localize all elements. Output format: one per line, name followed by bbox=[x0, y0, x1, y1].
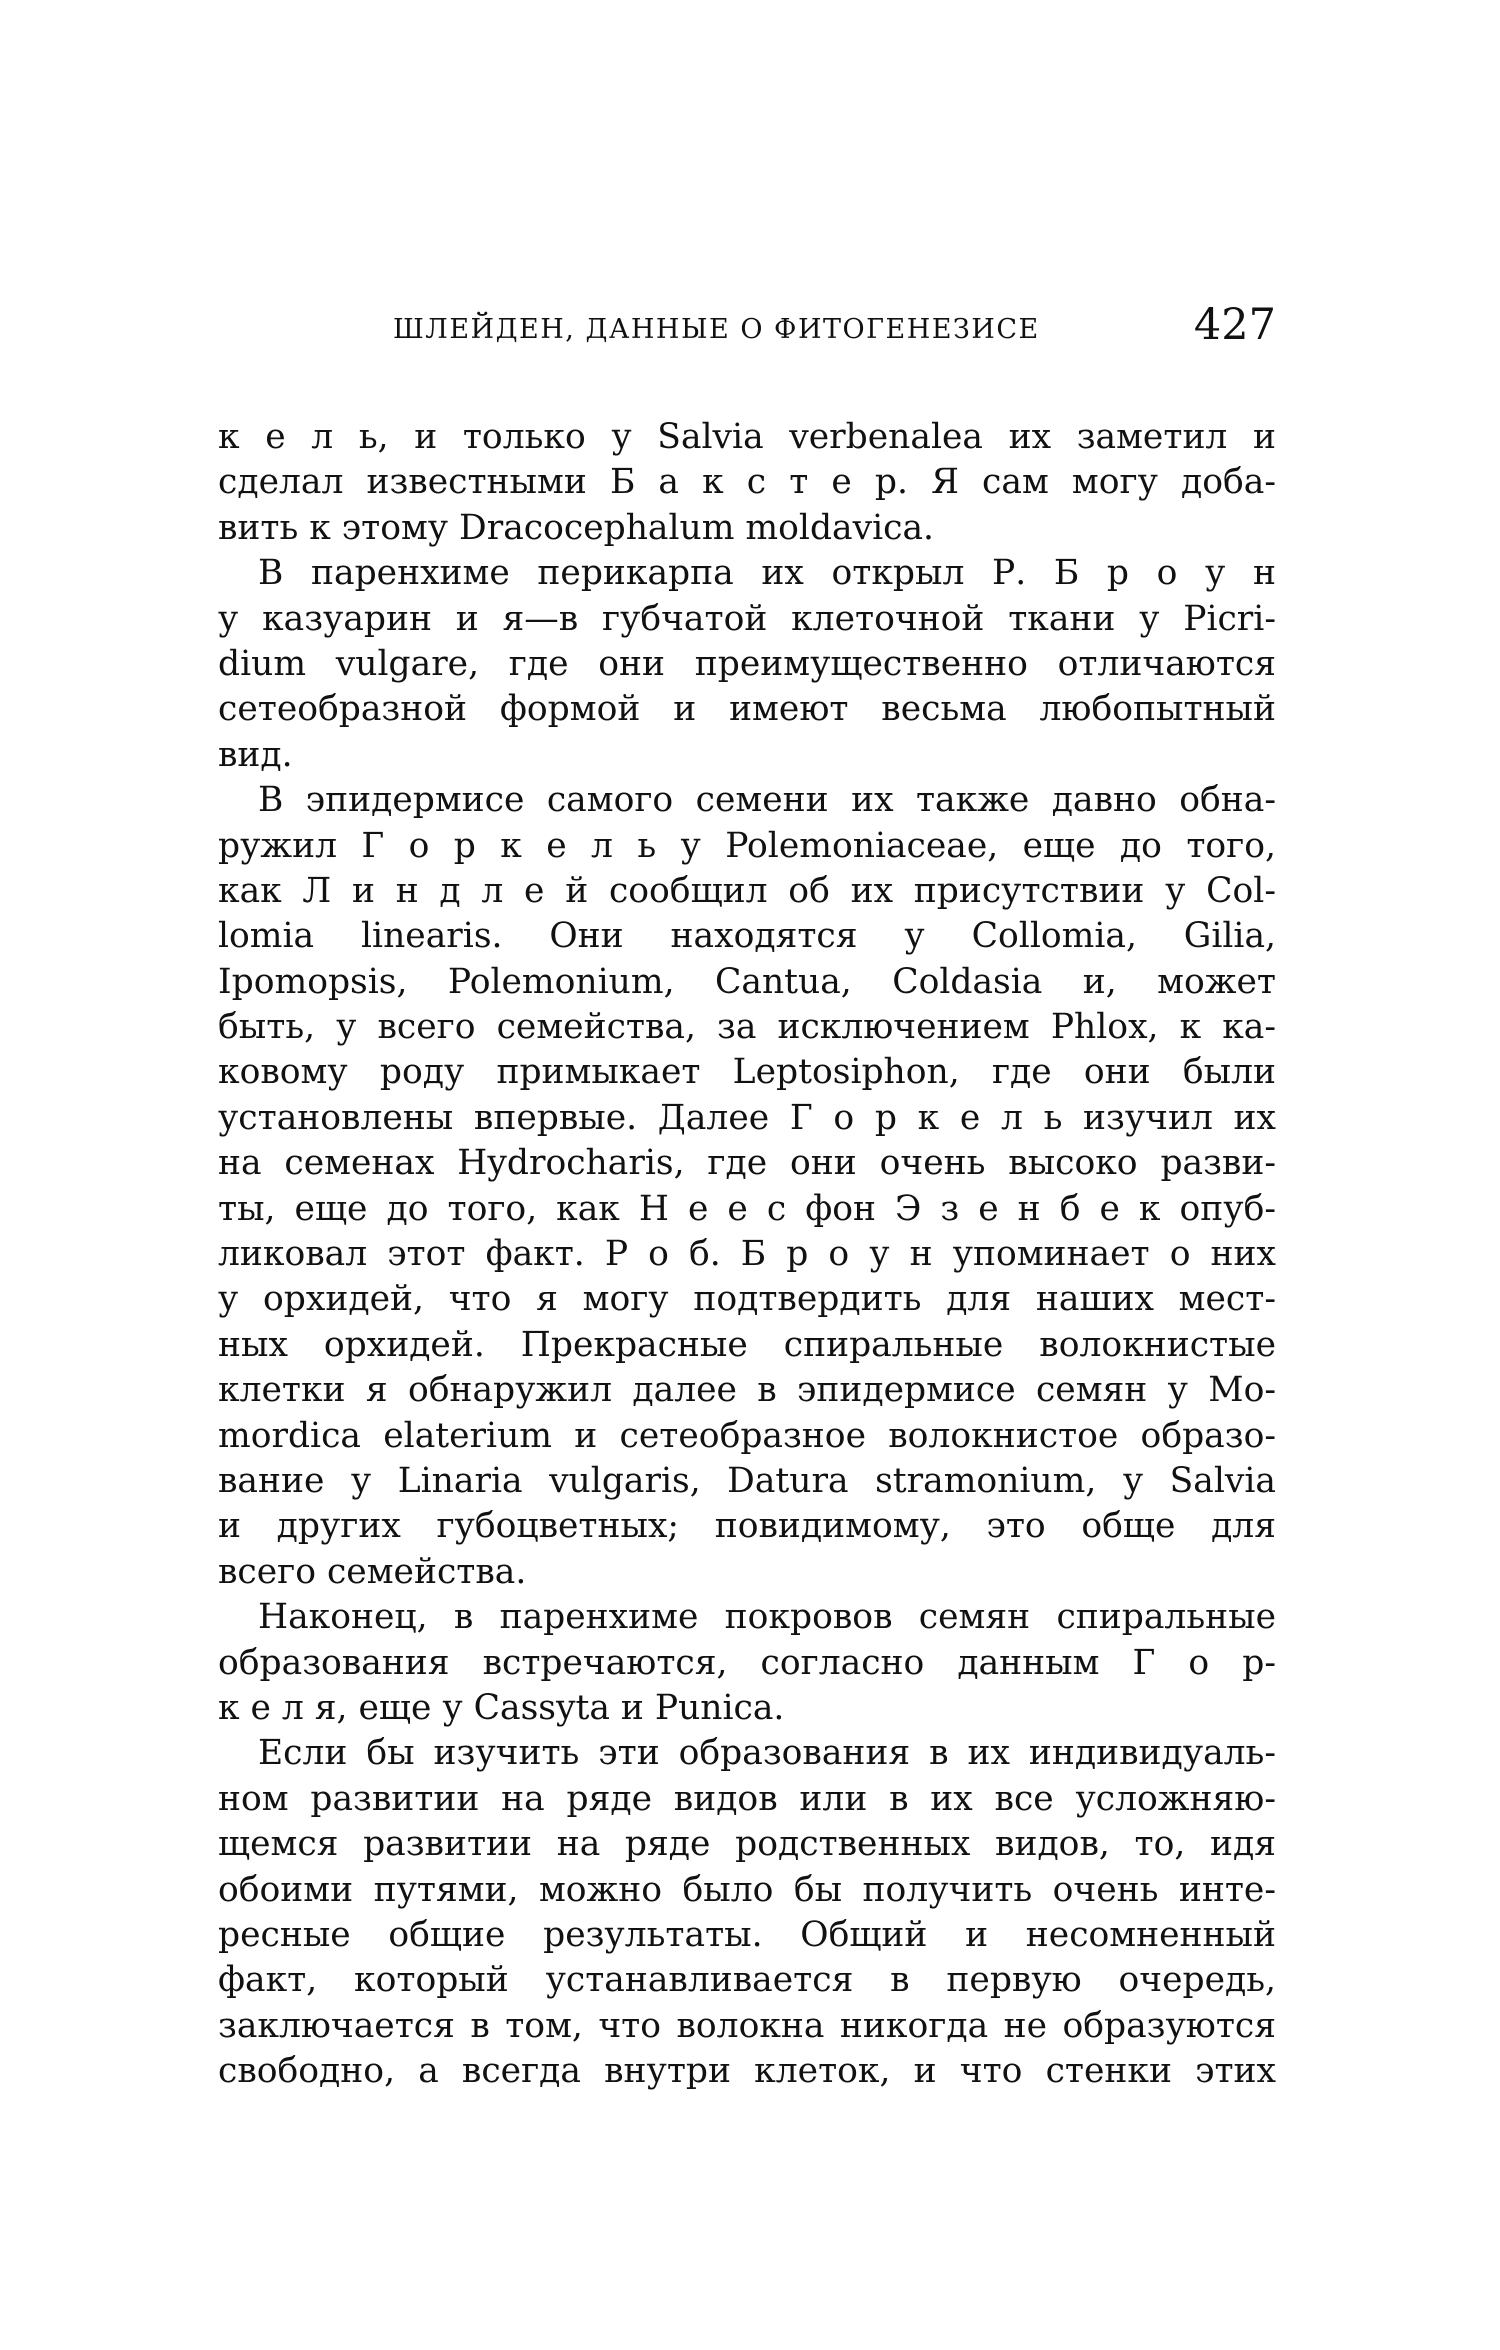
text-line: щемся развитии на ряде родственных видов, то, идя bbox=[218, 1824, 1276, 1865]
text-line: факт, который устанавливается в первую очередь, bbox=[218, 1960, 1276, 2001]
text-line: клетки я обнаружил далее в эпидермисе семян у Мо- bbox=[218, 1370, 1276, 1411]
text-line: к е л ь, и только у Salvia verbenalea их заметил и bbox=[218, 417, 1276, 457]
page-header bbox=[218, 300, 1276, 360]
text-line: сделал известными Б а к с т е р. Я сам могу доба- bbox=[218, 462, 1276, 503]
text-line: вание у Linaria vulgaris, Datura stramonium, у Salvia bbox=[218, 1460, 1276, 1501]
text-line: установлены впервые. Далее Г о р к е л ь изучил их bbox=[218, 1097, 1276, 1138]
text-line: dium vulgare, где они преимущественно отличаются bbox=[218, 643, 1276, 684]
text-line: обоими путями, можно было бы получить очень инте- bbox=[218, 1869, 1276, 1910]
text-line: на семенах Hydrocharis, где они очень высоко разви- bbox=[218, 1143, 1276, 1184]
text-line: сетеобразной формой и имеют весьма любопытный bbox=[218, 689, 1276, 730]
text-line: lomia linearis. Они находятся у Collomia, Gilia, bbox=[218, 916, 1276, 957]
text-line: В эпидермисе самого семени их также давно обна- bbox=[258, 780, 1276, 821]
text-line: ресные общие результаты. Общий и несомненный bbox=[218, 1914, 1276, 1955]
text-line: к е л я, еще у Cassyta и Punica. bbox=[218, 1687, 785, 1728]
text-line: как Л и н д л е й сообщил об их присутствии у Col- bbox=[218, 870, 1276, 911]
text-line: всего семейства. bbox=[218, 1551, 527, 1592]
text-line: Ipomopsis, Polemonium, Cantua, Coldasia и, может bbox=[218, 961, 1276, 1002]
text-line: свободно, а всегда внутри клеток, и что стенки этих bbox=[218, 2051, 1276, 2092]
text-line: ты, еще до того, как Н е е с фон Э з е н б е к опуб- bbox=[218, 1188, 1276, 1229]
text-line: Наконец, в паренхиме покровов семян спиральные bbox=[258, 1597, 1276, 1638]
text-line: ковому роду примыкает Leptosiphon, где они были bbox=[218, 1052, 1276, 1093]
running-title: ШЛЕЙДЕН, ДАННЫЕ О ФИТОГЕНЕЗИСЕ bbox=[393, 314, 1040, 345]
text-line: ных орхидей. Прекрасные спиральные волокнистые bbox=[218, 1324, 1276, 1365]
text-line: В паренхиме перикарпа их открыл Р. Б р о у н bbox=[258, 553, 1276, 594]
text-line: заключается в том, что волокна никогда не образуются bbox=[218, 2005, 1276, 2046]
text-line: ном развитии на ряде видов или в их все усложняю- bbox=[218, 1778, 1276, 1819]
text-line: Если бы изучить эти образования в их индивидуаль- bbox=[258, 1733, 1276, 1774]
text-line: mordica elaterium и сетеобразное волокнистое образо- bbox=[218, 1415, 1276, 1456]
text-line: быть, у всего семейства, за исключением Phlox, к ка- bbox=[218, 1007, 1276, 1048]
text-line: вид. bbox=[218, 734, 293, 775]
body-text bbox=[218, 415, 1276, 2094]
text-line: ружил Г о р к е л ь у Polemoniaceae, еще до того, bbox=[218, 825, 1276, 866]
text-line: у орхидей, что я могу подтвердить для наших мест- bbox=[218, 1279, 1276, 1320]
text-line: образования встречаются, согласно данным Г о р- bbox=[218, 1642, 1276, 1683]
text-line: и других губоцветных; повидимому, это обще для bbox=[218, 1506, 1276, 1547]
text-line: ликовал этот факт. Р о б. Б р о у н упоминает о них bbox=[218, 1234, 1276, 1275]
text-line: вить к этому Dracocephalum moldavica. bbox=[218, 507, 934, 548]
page-number: 427 bbox=[1193, 300, 1276, 350]
text-line: у казуарин и я—в губчатой клеточной ткани у Picri- bbox=[218, 598, 1276, 639]
